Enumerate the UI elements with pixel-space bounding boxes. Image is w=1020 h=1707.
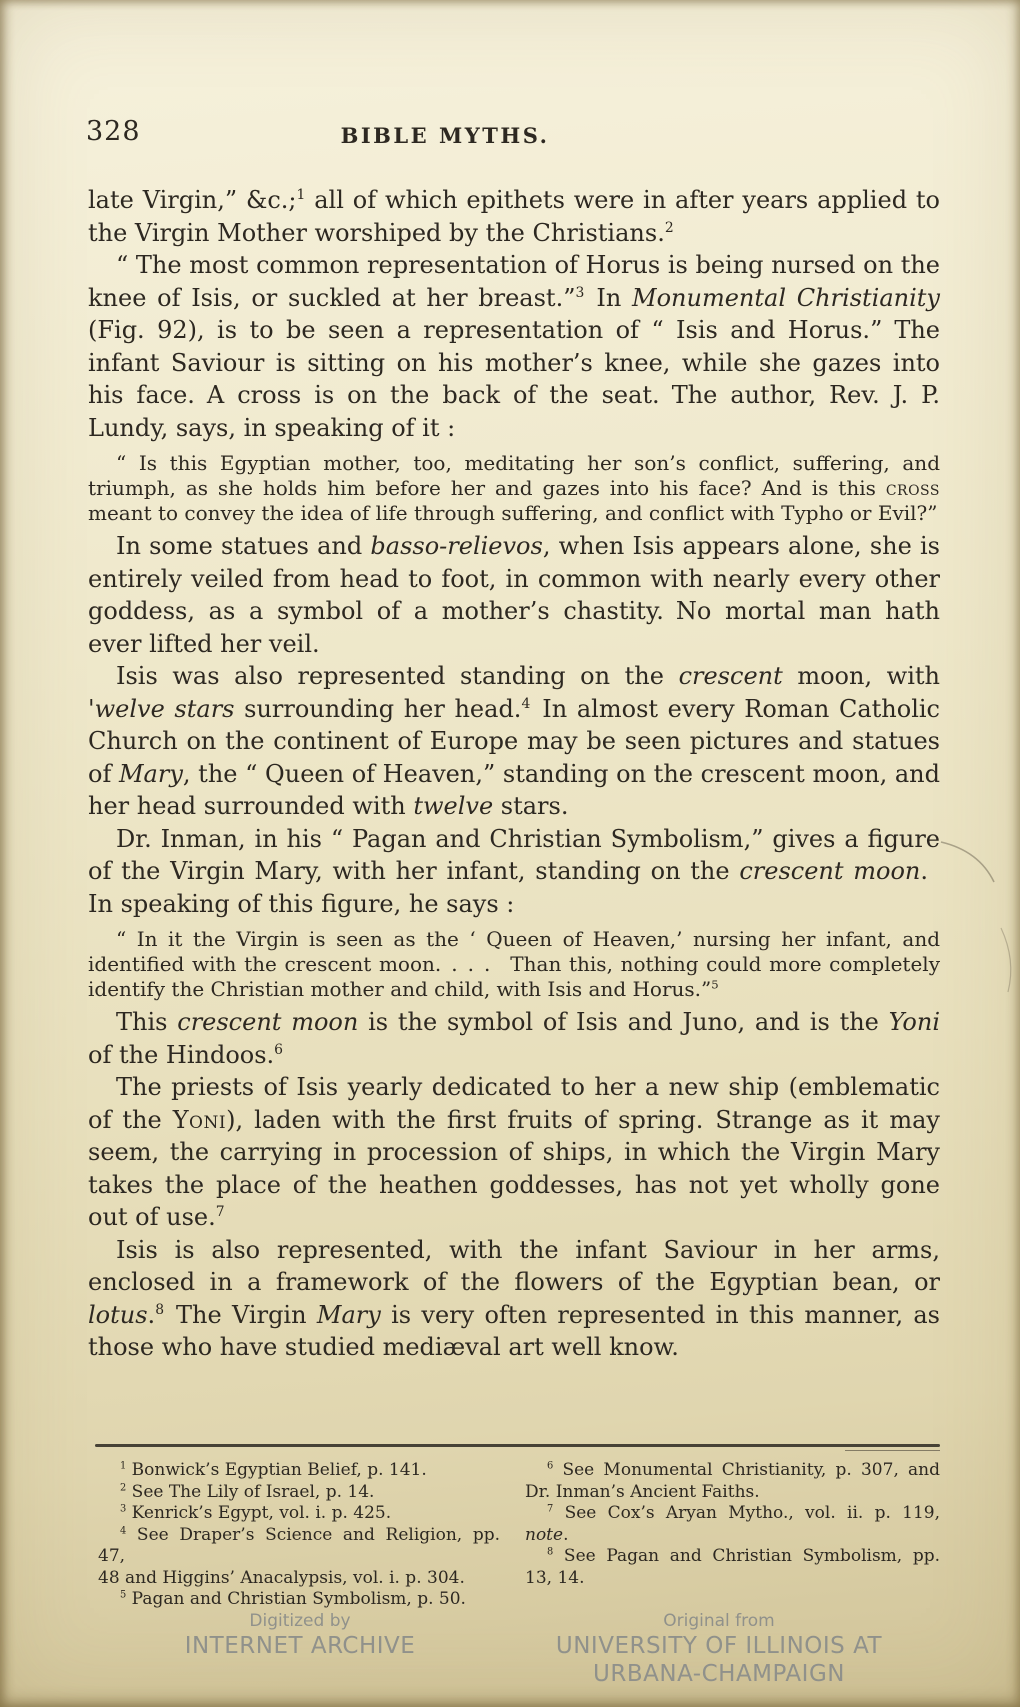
block-quote xyxy=(88,927,940,1002)
footnotes xyxy=(98,1460,940,1611)
text-segment: of the Hindoos. xyxy=(88,1040,275,1069)
footnote xyxy=(98,1503,500,1525)
stamp-line: INTERNET ARCHIVE xyxy=(184,1633,416,1659)
text-segment: Bonwick’s Egyptian Belief, p. 141. xyxy=(131,1460,427,1480)
text-segment: “ The most common representation of Horus is being nursed on the knee of Isis, or suckled at her breast.” xyxy=(88,251,940,312)
footnote xyxy=(98,1589,500,1611)
text-segment: Yoni xyxy=(888,1008,941,1036)
footnote-reference: 2 xyxy=(664,219,674,236)
text-segment: crescent moon xyxy=(739,857,921,885)
footnote-line xyxy=(525,1482,940,1504)
paragraph xyxy=(88,249,940,444)
paragraph xyxy=(88,1234,940,1364)
text-segment: . xyxy=(563,1524,569,1545)
paragraph xyxy=(88,530,940,660)
paragraph xyxy=(88,1071,940,1234)
footnote xyxy=(98,1460,500,1482)
text-segment: crescent xyxy=(678,662,783,690)
text-segment: 13, 14. xyxy=(525,1567,585,1588)
paragraph xyxy=(88,660,940,823)
footnote-column-right xyxy=(525,1460,940,1611)
text-segment: Pagan and Christian Symbolism, p. 50. xyxy=(131,1589,466,1609)
text-segment: Mary xyxy=(118,759,183,788)
footnote xyxy=(525,1503,940,1546)
text-segment: is very often represented in this manner, as those who have studied mediæval art well know. xyxy=(88,1300,941,1361)
footnote-marker: 8 xyxy=(547,1546,554,1558)
footnote-line xyxy=(98,1525,500,1568)
text-segment: This xyxy=(116,1008,178,1036)
running-title: BIBLE MYTHS. xyxy=(340,123,550,148)
paragraph xyxy=(88,184,940,249)
footnote-line xyxy=(98,1503,500,1525)
footnote-line xyxy=(525,1568,940,1590)
footnote-marker: 5 xyxy=(120,1589,127,1601)
text-segment: Isis was also represented standing on the xyxy=(116,662,679,690)
footnote-line xyxy=(525,1460,940,1482)
footnote-reference: 7 xyxy=(215,1204,225,1220)
page-number: 328 xyxy=(86,116,141,147)
footnote xyxy=(525,1546,940,1589)
stamp-line: Original from xyxy=(663,1611,775,1631)
footnote-rule-echo xyxy=(845,1450,940,1451)
body-text xyxy=(88,184,940,1364)
text-segment: See Pagan and Christian Symbolism, pp. xyxy=(563,1546,941,1566)
text-segment: In xyxy=(584,283,633,312)
text-segment: lotus xyxy=(88,1300,148,1329)
footnote-line xyxy=(98,1589,500,1611)
text-segment: . xyxy=(147,1300,156,1329)
text-segment: See Cox’s Aryan Mytho., vol. ii. p. 119, xyxy=(564,1503,941,1523)
footnote-marker: 6 xyxy=(547,1460,554,1472)
text-segment: . In speaking of this figure, he says : xyxy=(88,857,941,918)
footnote-line xyxy=(98,1568,500,1590)
text-segment: 'welve stars xyxy=(88,694,235,723)
footnote-line xyxy=(525,1525,940,1547)
footnote-marker: 3 xyxy=(120,1503,127,1515)
text-segment: Monumental Christianity xyxy=(632,283,940,312)
text-segment: In almost every Roman Catholic Church on the continent of Europe may be seen pictures and statues of xyxy=(88,694,940,788)
stamp-line: UNIVERSITY OF ILLINOIS AT xyxy=(555,1633,883,1659)
text-segment: Isis is also represented, with the infant Saviour in her arms, enclosed in a framework of the flowers of the Egyptian bean, or xyxy=(88,1235,940,1296)
text-segment: Dr. Inman, in his “ Pagan and Christian Symbolism,” gives a figure of the Virgin Mary, with her infant, standing on the xyxy=(88,824,940,885)
text-segment: cross xyxy=(885,476,940,500)
text-segment: surrounding her head. xyxy=(234,694,522,723)
text-segment: In some statues and xyxy=(116,532,371,560)
footnote-marker: 1 xyxy=(120,1460,127,1472)
text-segment: note xyxy=(525,1524,564,1545)
footnote-reference: 1 xyxy=(296,187,306,203)
text-segment: Kenrick’s Egypt, vol. i. p. 425. xyxy=(131,1503,392,1523)
footnote-reference: 4 xyxy=(521,695,531,712)
footnote-rule xyxy=(95,1444,940,1447)
footnote-line xyxy=(525,1503,940,1525)
footnote-marker: 7 xyxy=(547,1503,554,1515)
text-segment: (Fig. 92), is to be seen a representation of “ Isis and Horus.” The infant Saviour is sitting on his mother’s knee, while she gazes into his face. A cross is on the back of the seat. The author, Rev. J. P. Lundy, says, in speaking of it : xyxy=(88,316,940,442)
text-segment: The priests of Isis yearly dedicated to her a new ship (emblematic of the xyxy=(88,1073,940,1134)
text-segment: Yoni xyxy=(172,1105,227,1134)
text-segment: , the “ Queen of Heaven,” standing on the crescent moon, and her head surrounded with xyxy=(88,759,940,820)
footnote-line xyxy=(525,1546,940,1568)
footnote-line xyxy=(98,1460,500,1482)
text-segment: crescent moon xyxy=(177,1008,359,1036)
text-segment: The Virgin xyxy=(164,1300,317,1329)
paragraph xyxy=(88,1006,940,1071)
text-segment: 48 and Higgins’ Anacalypsis, vol. i. p. 304. xyxy=(98,1567,465,1588)
footnote-reference: 8 xyxy=(155,1301,165,1318)
digitized-by-stamp xyxy=(90,1610,510,1660)
text-segment: moon, with xyxy=(782,662,940,690)
text-segment: stars. xyxy=(493,792,569,820)
footnote-reference: 5 xyxy=(711,977,719,992)
text-segment: See Draper’s Science and Religion, pp. 47, xyxy=(98,1524,500,1566)
footnote-line xyxy=(98,1482,500,1504)
text-segment: is the symbol of Isis and Juno, and is the xyxy=(358,1008,889,1036)
text-segment: , when Isis appears alone, she is entirely veiled from head to foot, in common with nearly every other goddess, as a symbol of a mother’s chastity. No mortal man hath ever lifted her veil. xyxy=(88,532,940,658)
footnote-marker: 4 xyxy=(120,1524,127,1536)
text-segment: Dr. Inman’s Ancient Faiths. xyxy=(525,1481,760,1502)
text-segment: late Virgin,” &c.; xyxy=(88,186,297,214)
text-segment: twelve xyxy=(413,792,494,820)
footnote-reference: 3 xyxy=(575,284,585,301)
footnote-reference: 6 xyxy=(274,1041,284,1058)
footnote-column-left xyxy=(98,1460,500,1611)
text-segment: “ Is this Egyptian mother, too, meditating her son’s conflict, suffering, and triumph, as she holds him before her and gazes into his face? And is this xyxy=(88,451,940,500)
text-segment: basso-relievos xyxy=(370,532,543,560)
stamp-line: URBANA-CHAMPAIGN xyxy=(593,1661,845,1687)
text-segment: ), laden with the first fruits of spring. Strange as it may seem, the carrying in procession of ships, in which the Virgin Mary takes the place of the heathen goddesses, has not yet wholly gone out of use. xyxy=(88,1105,940,1231)
original-from-stamp xyxy=(489,1610,949,1688)
text-segment: See The Lily of Israel, p. 14. xyxy=(131,1481,375,1502)
footnote xyxy=(98,1482,500,1504)
block-quote xyxy=(88,451,940,526)
footnote xyxy=(525,1460,940,1503)
text-segment: See Monumental Christianity, p. 307, and xyxy=(562,1460,941,1480)
stamp-line: Digitized by xyxy=(249,1611,351,1631)
text-segment: all of which epithets were in after years applied to the Virgin Mother worshiped by the Christians. xyxy=(88,186,941,247)
text-segment: meant to convey the idea of life through suffering, and conflict with Typho or Evil?” xyxy=(88,501,938,525)
footnote-marker: 2 xyxy=(120,1481,127,1493)
running-head xyxy=(86,118,940,148)
footnote xyxy=(98,1525,500,1590)
text-segment: “ In it the Virgin is seen as the ‘ Queen of Heaven,’ nursing her infant, and identified with the crescent moon. . . . Than this, nothing could more completely identify the Christian mother and child, with Isis and Horus.” xyxy=(88,927,940,1001)
text-segment: Mary xyxy=(316,1300,381,1329)
paragraph xyxy=(88,823,940,921)
